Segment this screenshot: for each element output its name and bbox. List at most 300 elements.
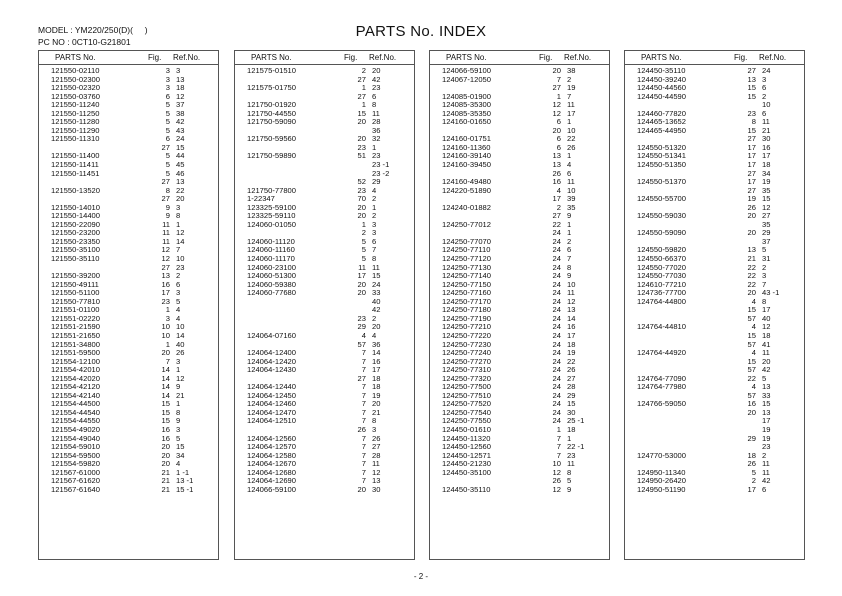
figure-number: 27	[161, 262, 170, 272]
reference-number: 42	[762, 476, 771, 486]
part-number: 124060-59380	[247, 279, 296, 289]
figure-number: 20	[357, 117, 366, 127]
part-number: 124064-12580	[247, 450, 296, 460]
figure-number: 19	[747, 194, 756, 204]
table-row	[625, 178, 804, 187]
part-number: 121550-03760	[51, 91, 100, 101]
part-number: 124064-12460	[247, 399, 296, 409]
reference-number: 15	[762, 399, 771, 409]
reference-number: 13	[762, 382, 771, 392]
reference-number: 3	[762, 271, 767, 281]
part-number: 121554-42010	[51, 365, 100, 375]
figure-number: 8	[165, 185, 170, 195]
figure-number: 20	[747, 288, 756, 298]
parts-index-column-1	[38, 50, 219, 560]
page-title: PARTS No. INDEX	[355, 23, 487, 40]
figure-number: 17	[747, 160, 756, 170]
part-number: 124450-44560	[637, 83, 686, 93]
figure-number: 7	[556, 74, 561, 84]
part-number: 123325-59110	[247, 211, 296, 221]
part-number: 124450-35100	[442, 467, 491, 477]
reference-number: 11	[762, 117, 770, 127]
part-number: 124550-51370	[637, 177, 686, 187]
reference-number: 5	[762, 245, 767, 255]
reference-number: 4	[372, 330, 377, 340]
reference-number: 13 -1	[176, 476, 194, 486]
figure-number: 5	[361, 245, 366, 255]
part-number: 124450-12560	[442, 442, 491, 452]
figure-number: 12	[552, 484, 561, 494]
figure-number: 24	[552, 339, 561, 349]
reference-number: 18	[762, 160, 771, 170]
part-number: 124066-59100	[442, 66, 491, 75]
figure-number: 7	[165, 356, 170, 366]
part-number: 121575-01750	[247, 83, 296, 93]
figure-number: 3	[165, 313, 170, 323]
reference-number: 7	[567, 254, 572, 264]
reference-number: 18	[762, 330, 771, 340]
parts-list	[39, 67, 218, 494]
figure-number: 7	[361, 450, 366, 460]
table-row	[235, 118, 414, 127]
figure-number: 13	[747, 245, 756, 255]
figure-number: 24	[552, 279, 561, 289]
part-number: 124450-35110	[637, 66, 686, 75]
reference-number: 13	[176, 74, 185, 84]
figure-number: 4	[751, 382, 756, 392]
reference-number: 36	[372, 339, 381, 349]
reference-number: 6	[762, 108, 767, 118]
figure-number: 4	[361, 330, 366, 340]
part-number: 124064-12690	[247, 476, 296, 486]
figure-number: 57	[747, 339, 756, 349]
part-number: 124250-77120	[442, 254, 491, 264]
figure-number: 3	[165, 66, 170, 75]
figure-number: 17	[747, 177, 756, 187]
parts-list	[235, 67, 414, 494]
table-row	[625, 383, 804, 392]
figure-number: 20	[161, 348, 170, 358]
figure-number: 9	[165, 211, 170, 221]
reference-number: 26	[567, 365, 576, 375]
reference-number: 17	[762, 305, 771, 315]
figure-number: 7	[361, 382, 366, 392]
reference-number: 10	[567, 279, 576, 289]
figure-number: 51	[357, 151, 366, 161]
part-number: 124550-59030	[637, 211, 686, 221]
figure-number: 16	[161, 424, 170, 434]
figure-number: 26	[357, 424, 366, 434]
part-number: 124064-12400	[247, 348, 296, 358]
figure-number: 52	[357, 177, 366, 187]
reference-number: 42	[372, 74, 381, 84]
figure-number: 24	[552, 271, 561, 281]
part-number: 124064-12510	[247, 416, 296, 426]
figure-number: 20	[357, 288, 366, 298]
part-number: 121750-77800	[247, 185, 296, 195]
part-number: 121550-35110	[51, 254, 100, 264]
reference-number: 11	[372, 459, 380, 469]
figure-number: 27	[161, 177, 170, 187]
figure-number: 6	[165, 134, 170, 144]
part-number: 121750-59090	[247, 117, 296, 127]
reference-number: 3	[176, 356, 181, 366]
part-number: 121567-61640	[51, 484, 100, 494]
part-number: 124764-44800	[637, 296, 686, 306]
figure-number: 15	[161, 407, 170, 417]
table-row	[235, 67, 414, 76]
part-number: 124610-77210	[637, 279, 686, 289]
part-number: 124060-01050	[247, 219, 296, 229]
reference-number: 20	[762, 356, 771, 366]
header-ref-no: Ref.No.	[173, 53, 201, 62]
figure-number: 22	[747, 262, 756, 272]
figure-number: 24	[552, 305, 561, 315]
part-number: 124764-77980	[637, 382, 686, 392]
part-number: 124250-77160	[442, 288, 491, 298]
figure-number: 5	[165, 108, 170, 118]
reference-number: 8	[567, 262, 572, 272]
figure-number: 6	[556, 142, 561, 152]
figure-number: 14	[161, 390, 170, 400]
reference-number: 11	[567, 288, 575, 298]
part-number: 121550-35100	[51, 245, 100, 255]
reference-number: 7	[372, 245, 377, 255]
part-number: 121750-44550	[247, 108, 296, 118]
figure-number: 9	[165, 202, 170, 212]
table-row	[235, 366, 414, 375]
reference-number: 3	[176, 288, 181, 298]
part-number: 121750-59890	[247, 151, 296, 161]
reference-number: 2	[567, 236, 572, 246]
part-number: 121551-01100	[51, 305, 100, 315]
part-number: 124950-11340	[637, 467, 686, 477]
figure-number: 24	[552, 262, 561, 272]
part-number: 124736-77700	[637, 288, 686, 298]
part-number: 121554-42120	[51, 382, 100, 392]
figure-number: 27	[747, 66, 756, 75]
reference-number: 42	[372, 305, 381, 315]
part-number: 124060-51300	[247, 271, 296, 281]
reference-number: 7	[567, 91, 572, 101]
figure-number: 26	[552, 476, 561, 486]
part-number: 124250-77270	[442, 356, 491, 366]
figure-number: 15	[747, 91, 756, 101]
figure-number: 10	[552, 459, 561, 469]
figure-number: 17	[161, 288, 170, 298]
figure-number: 23	[161, 296, 170, 306]
figure-number: 22	[747, 373, 756, 383]
figure-number: 20	[747, 407, 756, 417]
reference-number: 4	[176, 305, 181, 315]
figure-number: 20	[747, 228, 756, 238]
figure-number: 7	[361, 459, 366, 469]
table-row	[430, 118, 609, 127]
reference-number: 8	[762, 296, 767, 306]
figure-number: 2	[751, 476, 756, 486]
part-number: 124250-77550	[442, 416, 491, 426]
figure-number: 20	[161, 459, 170, 469]
reference-number: 3	[762, 74, 767, 84]
part-number: 121750-59560	[247, 134, 296, 144]
column-header	[625, 51, 804, 65]
header-parts-no: PARTS No.	[446, 53, 487, 62]
part-number: 124250-77210	[442, 322, 491, 332]
part-number: 121550-11290	[51, 125, 100, 135]
figure-number: 57	[357, 339, 366, 349]
part-number: 121554-44500	[51, 399, 100, 409]
table-row	[39, 135, 218, 144]
reference-number: 6	[176, 279, 181, 289]
part-number: 124064-12570	[247, 442, 296, 452]
reference-number: 19	[372, 390, 381, 400]
reference-number: 30	[762, 134, 771, 144]
table-row	[625, 349, 804, 358]
part-number: 121567-61000	[51, 467, 100, 477]
figure-number: 26	[747, 459, 756, 469]
column-header	[430, 51, 609, 65]
part-number: 124250-77500	[442, 382, 491, 392]
part-number: 124450-35110	[442, 484, 491, 494]
reference-number: 27	[567, 373, 576, 383]
table-row	[39, 170, 218, 179]
part-number: 124450-21230	[442, 459, 491, 469]
figure-number: 26	[747, 202, 756, 212]
figure-number: 17	[747, 142, 756, 152]
part-number: 121554-49020	[51, 424, 100, 434]
figure-number: 7	[361, 348, 366, 358]
page-number: - 2 -	[413, 572, 429, 581]
table-row	[235, 315, 414, 324]
figure-number: 1	[556, 91, 561, 101]
part-number: 124060-11160	[247, 245, 295, 255]
reference-number: 32	[372, 134, 381, 144]
reference-number: 2	[762, 262, 767, 272]
reference-number: 10	[176, 322, 185, 332]
figure-number: 10	[161, 322, 170, 332]
part-number: 124250-77310	[442, 365, 491, 375]
part-number: 121550-11451	[51, 168, 100, 178]
figure-number: 24	[552, 322, 561, 332]
reference-number: 10	[762, 100, 771, 110]
reference-number: 20	[176, 194, 185, 204]
table-row	[625, 426, 804, 435]
figure-number: 15	[747, 83, 756, 93]
figure-number: 7	[361, 390, 366, 400]
part-number: 124766-59050	[637, 399, 686, 409]
table-row	[625, 417, 804, 426]
reference-number: 45	[176, 160, 185, 170]
figure-number: 24	[552, 330, 561, 340]
part-number: 124450-39240	[637, 74, 686, 84]
figure-number: 16	[747, 399, 756, 409]
reference-number: 18	[176, 83, 185, 93]
part-number: 124240-01882	[442, 202, 491, 212]
figure-number: 17	[552, 194, 561, 204]
figure-number: 5	[165, 125, 170, 135]
reference-number: 12	[176, 91, 185, 101]
part-number: 121550-02320	[51, 83, 100, 93]
figure-number: 15	[747, 356, 756, 366]
part-number: 124550-59820	[637, 245, 686, 255]
part-number: 121550-77810	[51, 296, 100, 306]
part-number: 124250-77130	[442, 262, 491, 272]
part-number: 121550-11400	[51, 151, 100, 161]
reference-number: 21	[176, 390, 185, 400]
figure-number: 20	[552, 125, 561, 135]
reference-number: 8	[372, 416, 377, 426]
reference-number: 8	[372, 100, 377, 110]
figure-number: 5	[165, 160, 170, 170]
table-row	[625, 229, 804, 238]
part-number: 124064-12450	[247, 390, 296, 400]
figure-number: 70	[357, 194, 366, 204]
part-number: 124550-77030	[637, 271, 686, 281]
column-header	[39, 51, 218, 65]
pc-number-label: PC NO : 0CT10-G21801	[38, 37, 131, 47]
part-number: 124250-77012	[442, 219, 491, 229]
parts-index-column-2	[234, 50, 415, 560]
reference-number: 46	[176, 168, 185, 178]
reference-number: 6	[762, 484, 767, 494]
figure-number: 5	[751, 467, 756, 477]
figure-number: 24	[552, 245, 561, 255]
reference-number: 1	[567, 151, 572, 161]
reference-number: 9	[176, 382, 181, 392]
part-number: 123325-59100	[247, 202, 296, 212]
part-number: 121550-13520	[51, 185, 100, 195]
figure-number: 23	[357, 185, 366, 195]
figure-number: 23	[357, 142, 366, 152]
reference-number: 6	[567, 168, 572, 178]
reference-number: 37	[176, 100, 185, 110]
figure-number: 5	[361, 254, 366, 264]
figure-number: 7	[361, 399, 366, 409]
figure-number: 1	[165, 339, 170, 349]
figure-number: 14	[161, 382, 170, 392]
reference-number: 33	[762, 390, 771, 400]
table-row	[39, 486, 218, 495]
reference-number: 2	[176, 271, 181, 281]
part-number: 124550-51341	[637, 151, 686, 161]
figure-number: 27	[357, 373, 366, 383]
reference-number: 29	[762, 228, 771, 238]
reference-number: 25 -1	[567, 416, 585, 426]
reference-number: 27	[762, 211, 771, 221]
part-number: 121550-39200	[51, 271, 100, 281]
figure-number: 29	[747, 433, 756, 443]
figure-number: 29	[357, 322, 366, 332]
table-row	[625, 486, 804, 495]
part-number: 124764-77090	[637, 373, 686, 383]
figure-number: 12	[552, 108, 561, 118]
figure-number: 2	[361, 228, 366, 238]
figure-number: 23	[357, 313, 366, 323]
header-fig: Fig.	[734, 53, 748, 62]
reference-number: 5	[567, 476, 572, 486]
reference-number: 15 -1	[176, 484, 194, 494]
figure-number: 10	[161, 330, 170, 340]
reference-number: 22	[567, 356, 576, 366]
reference-number: 38	[567, 66, 576, 75]
reference-number: 3	[372, 424, 377, 434]
figure-number: 4	[751, 322, 756, 332]
part-number: 124550-55700	[637, 194, 686, 204]
reference-number: 6	[372, 91, 377, 101]
figure-number: 18	[747, 450, 756, 460]
figure-number: 20	[747, 211, 756, 221]
figure-number: 27	[357, 91, 366, 101]
part-number: 124450-11320	[442, 433, 491, 443]
figure-number: 24	[552, 399, 561, 409]
reference-number: 33	[372, 288, 381, 298]
part-number: 124250-77190	[442, 313, 491, 323]
part-number: 121550-02300	[51, 74, 100, 84]
part-number: 121550-14010	[51, 202, 100, 212]
figure-number: 7	[361, 442, 366, 452]
figure-number: 20	[357, 211, 366, 221]
reference-number: 11	[762, 459, 770, 469]
part-number: 124085-35350	[442, 108, 491, 118]
reference-number: 1 -1	[176, 467, 190, 477]
reference-number: 21	[762, 125, 771, 135]
part-number: 121550-49111	[51, 279, 99, 289]
reference-number: 11	[372, 262, 380, 272]
reference-number: 40	[176, 339, 185, 349]
figure-number: 21	[161, 484, 170, 494]
column-header	[235, 51, 414, 65]
reference-number: 43	[176, 125, 185, 135]
reference-number: 11	[567, 459, 575, 469]
reference-number: 15	[567, 399, 576, 409]
reference-number: 41	[762, 339, 771, 349]
figure-number: 7	[361, 407, 366, 417]
figure-number: 12	[552, 100, 561, 110]
part-number: 124160-01650	[442, 117, 491, 127]
reference-number: 15	[762, 194, 771, 204]
reference-number: 22 -1	[567, 442, 585, 452]
part-number: 121550-23350	[51, 236, 100, 246]
reference-number: 18	[372, 382, 381, 392]
part-number: 124764-44810	[637, 322, 686, 332]
figure-number: 7	[556, 433, 561, 443]
table-row	[625, 195, 804, 204]
table-row	[625, 452, 804, 461]
reference-number: 4	[372, 185, 377, 195]
reference-number: 36	[372, 125, 381, 135]
figure-number: 27	[161, 194, 170, 204]
figure-number: 21	[161, 476, 170, 486]
figure-number: 2	[361, 66, 366, 75]
figure-number: 12	[161, 245, 170, 255]
reference-number: 1	[176, 399, 181, 409]
table-row	[235, 298, 414, 307]
part-number: 124060-11170	[247, 254, 295, 264]
reference-number: 10	[567, 125, 576, 135]
part-number: 124085-01900	[442, 91, 491, 101]
part-number: 121551-34800	[51, 339, 100, 349]
figure-number: 7	[361, 467, 366, 477]
part-number: 124060-11120	[247, 236, 295, 246]
figure-number: 15	[161, 399, 170, 409]
part-number: 121550-14400	[51, 211, 100, 221]
part-number: 121550-22090	[51, 219, 100, 229]
part-number: 124250-77170	[442, 296, 491, 306]
figure-number: 24	[552, 356, 561, 366]
reference-number: 35	[762, 219, 771, 229]
figure-number: 27	[747, 134, 756, 144]
figure-number: 22	[747, 271, 756, 281]
